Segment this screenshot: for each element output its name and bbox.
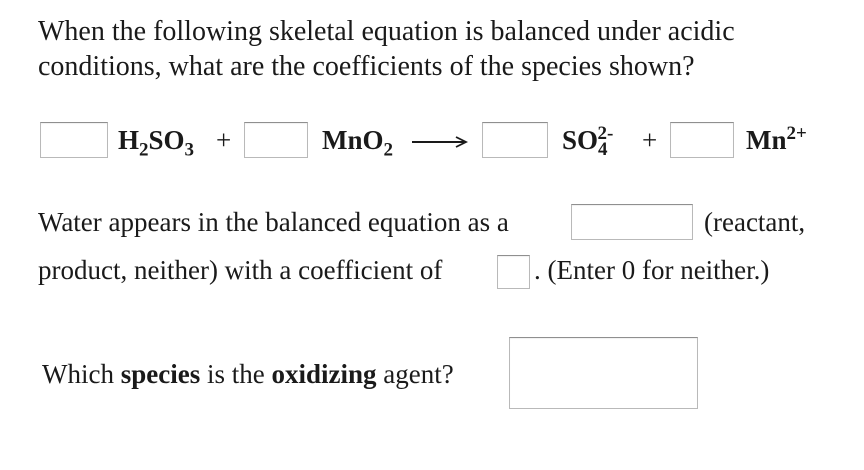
coefficient-input-mno2[interactable] <box>244 122 308 158</box>
oxidizing-agent-input[interactable] <box>509 337 698 409</box>
species-h2so3: $H_2SO_3$ <box>118 125 195 161</box>
question-line-2: conditions, what are the coefficients of the species shown? <box>38 51 695 82</box>
species-mno2: MnO$_2$ <box>322 125 394 161</box>
coefficient-input-h2so3[interactable] <box>40 122 108 158</box>
plus-sign-1: + <box>216 125 232 155</box>
species-mn: $Mn^{2+}$ <box>746 123 807 155</box>
water-text-2: (reactant, <box>704 207 806 237</box>
water-text-3: product, neither) with a coefficient of <box>38 255 443 285</box>
coefficient-input-so4[interactable] <box>482 122 548 158</box>
water-coefficient-input[interactable] <box>497 255 530 289</box>
water-text-4: . (Enter 0 for neither.) <box>534 255 770 285</box>
water-role-input[interactable] <box>571 204 693 240</box>
water-text-1: Water appears in the balanced equation as a <box>38 207 509 237</box>
species-so4: $SO_4^{2-}$ <box>562 123 614 161</box>
question-text <box>38 14 838 84</box>
question-line-1: When the following skeletal equation is balanced under acidic <box>38 16 735 47</box>
plus-sign-2: + <box>642 125 658 155</box>
coefficient-input-mn[interactable] <box>670 122 734 158</box>
oxidizing-agent-question: Which species is the oxidizing agent? <box>42 359 454 389</box>
reaction-arrow-icon <box>412 134 468 150</box>
